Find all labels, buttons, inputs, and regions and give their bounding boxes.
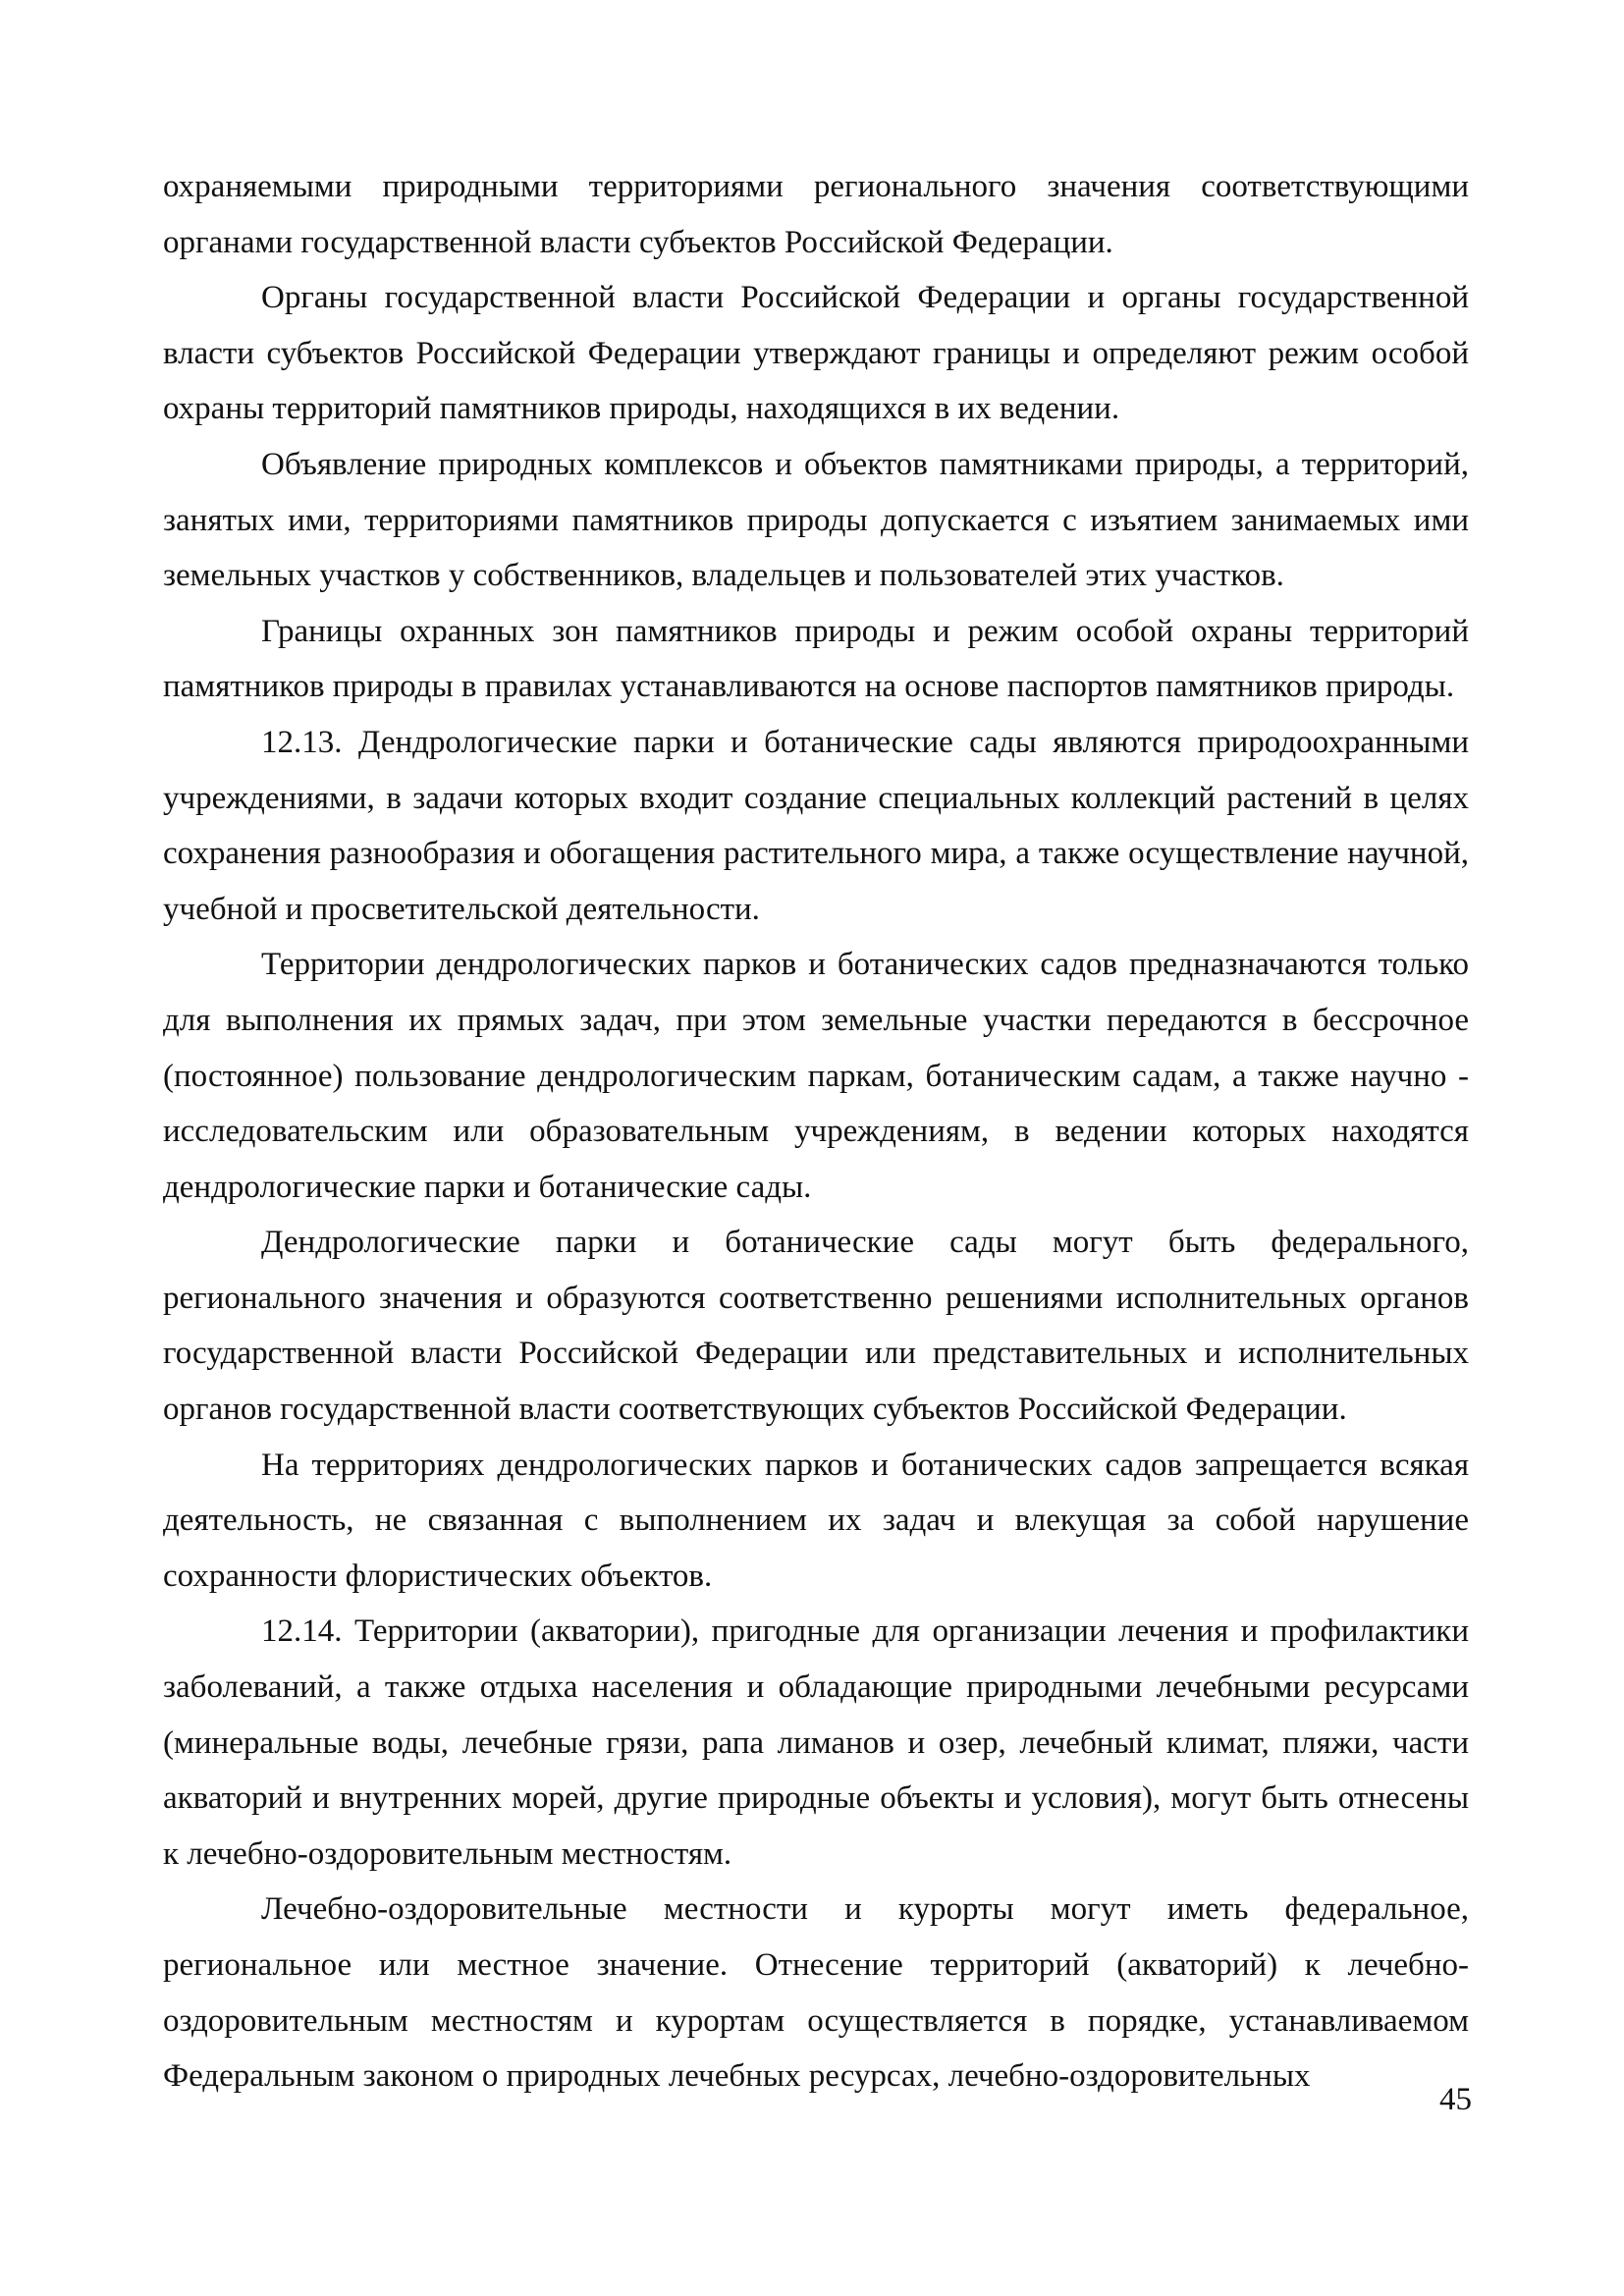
paragraph: Объявление природных комплексов и объектов памятниками природы, а территорий, занятых ими, территориями памятников природы допускается с изъятием занимаемых ими земельных участков у собственников, владельцев и пользователей этих участков. bbox=[163, 446, 1469, 594]
paragraph: Лечебно-оздоровительные местности и курорты могут иметь федеральное, региональное или местное значение. Отнесение территорий (акваторий) к лечебно-оздоровительным местностям и курортам осуществляется в порядке, устанавливаемом Федеральным законом о природных лечебных ресурсах, лечебно-оздоровительных bbox=[163, 1891, 1469, 2095]
paragraph: На территориях дендрологических парков и ботанических садов запрещается всякая деятельность, не связанная с выполнением их задач и влекущая за собой нарушение сохранности флористических объектов. bbox=[163, 1447, 1469, 1594]
paragraph: Территории дендрологических парков и ботанических садов предназначаются только для выполнения их прямых задач, при этом земельные участки передаются в бессрочное (постоянное) пользование дендрологическим паркам, ботаническим садам, а также научно - исследовательским или образовательным учреждениям, в ведении которых находятся дендрологические парки и ботанические сады. bbox=[163, 947, 1469, 1205]
paragraph: Границы охранных зон памятников природы и режим особой охраны территорий памятников природы в правилах устанавливаются на основе паспортов памятников природы. bbox=[163, 613, 1469, 705]
paragraph-section-12-14: 12.14. Территории (акватории), пригодные для организации лечения и профилактики заболеваний, а также отдыха населения и обладающие природными лечебными ресурсами (минеральные воды, лечебные грязи, рапа лиманов и озер, лечебный климат, пляжи, части акваторий и внутренних морей, другие природные объекты и условия), могут быть отнесены к лечебно-оздоровительным местностям. bbox=[163, 1613, 1469, 1872]
paragraph-continuation: охраняемыми природными территориями регионального значения соответствующими органами государственной власти субъектов Российской Федерации. bbox=[163, 169, 1469, 260]
paragraph: Дендрологические парки и ботанические сады могут быть федерального, регионального значения и образуются соответственно решениями исполнительных органов государственной власти Российской Федерации или представительных и исполнительных органов государственной власти соответствующих субъектов Российской Федерации. bbox=[163, 1225, 1469, 1428]
page-number: 45 bbox=[1439, 2082, 1472, 2117]
document-body bbox=[163, 159, 1469, 2105]
paragraph-section-12-13: 12.13. Дендрологические парки и ботанические сады являются природоохранными учреждениями, в задачи которых входит создание специальных коллекций растений в целях сохранения разнообразия и обогащения растительного мира, а также осуществление научной, учебной и просветительской деятельности. bbox=[163, 724, 1469, 927]
paragraph: Органы государственной власти Российской Федерации и органы государственной власти субъектов Российской Федерации утверждают границы и определяют режим особой охраны территорий памятников природы, находящихся в их ведении. bbox=[163, 280, 1469, 427]
